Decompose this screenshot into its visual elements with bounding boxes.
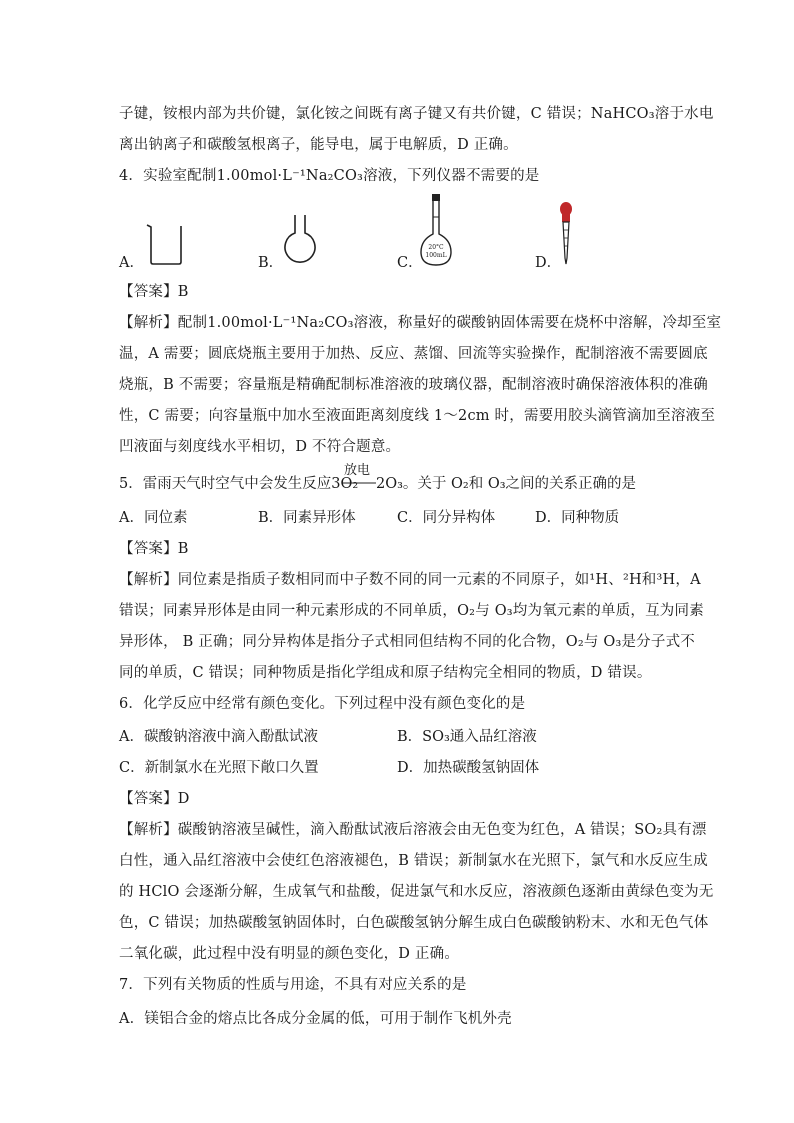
answer-line: 【答案】B	[119, 284, 189, 300]
analysis-line: 白性，通入品红溶液中会使红色溶液褪色，B 错误；新制氯水在光照下，氯气和水反应生成	[119, 853, 708, 869]
text-line: 离出钠离子和碳酸氢根离子，能导电，属于电解质，D 正确。	[119, 137, 518, 153]
option-d-label: D．	[535, 255, 562, 271]
analysis-line: 性，C 需要；向容量瓶中加水至液面距离刻度线 1～2cm 时，需要用胶头滴管滴加至溶液至	[119, 408, 716, 424]
q5-option-c: C．同分异构体	[397, 510, 496, 526]
q6-option-d: D．加热碳酸氢钠固体	[397, 760, 540, 776]
answer-line: 【答案】D	[119, 791, 190, 807]
q5-option-d: D．同种物质	[535, 510, 620, 526]
option-a-label: A．	[119, 255, 144, 271]
reaction-arrow	[342, 481, 376, 485]
analysis-line: 二氧化碳，此过程中没有明显的颜色变化，D 正确。	[119, 946, 460, 962]
analysis-line: 【解析】配制1.00mol·L⁻¹Na₂CO₃溶液，称量好的碳酸钠固体需要在烧杯中溶解，冷却至室	[119, 315, 722, 331]
q7-option-a: A．镁铝合金的熔点比各成分金属的低，可用于制作飞机外壳	[119, 1011, 512, 1027]
q6-option-c: C．新制氯水在光照下敞口久置	[119, 760, 319, 776]
analysis-line: 色，C 错误；加热碳酸氢钠固体时，白色碳酸氢钠分解生成白色碳酸钠粉末、水和无色气体	[119, 915, 709, 931]
analysis-line: 的 HClO 会逐渐分解，生成氧气和盐酸，促进氯气和水反应，溶液颜色逐渐由黄绿色变为无	[119, 884, 714, 900]
question-4-stem: 4．实验室配制1.00mol·L⁻¹Na₂CO₃溶液，下列仪器不需要的是	[119, 168, 540, 184]
analysis-line: 错误；同素异形体是由同一种元素形成的不同单质，O₂与 O₃均为氧元素的单质，互为同素	[119, 603, 704, 619]
flask-text: 20°C	[428, 244, 444, 251]
question-5-stem-end: 2O₃。关于 O₂和 O₃之间的关系正确的是	[376, 476, 637, 492]
analysis-line: 温，A 需要；圆底烧瓶主要用于加热、反应、蒸馏、回流等实验操作，配制溶液不需要圆底	[119, 346, 708, 362]
analysis-line: 【解析】碳酸钠溶液呈碱性，滴入酚酞试液后溶液会由无色变为红色，A 错误；SO₂具有漂	[119, 822, 707, 838]
reaction-condition: 放电	[344, 463, 371, 478]
option-b-label: B．	[258, 255, 284, 271]
analysis-line: 【解析】同位素是指质子数相同而中子数不同的同一元素的不同原子，如¹H、²H和³H，A	[119, 572, 701, 588]
q6-option-b: B．SO₃通入品红溶液	[397, 729, 537, 745]
option-c-label: C．	[397, 255, 423, 271]
volumetric-flask-icon	[418, 192, 454, 268]
analysis-line: 烧瓶，B 不需要；容量瓶是精确配制标准溶液的玻璃仪器，配制溶液时确保溶液体积的准确	[119, 377, 708, 393]
analysis-line: 异形体， B 正确；同分异构体是指分子式相同但结构不同的化合物，O₂与 O₃是分子式不	[119, 634, 695, 650]
analysis-line: 凹液面与刻度线水平相切，D 不符合题意。	[119, 439, 401, 455]
q5-option-b: B．同素异形体	[258, 510, 356, 526]
dropper-icon	[556, 200, 576, 266]
question-7-stem: 7．下列有关物质的性质与用途，不具有对应关系的是	[119, 977, 467, 993]
question-5-stem-start: 5．雷雨天气时空气中会发生反应3O₂	[119, 476, 359, 492]
answer-line: 【答案】B	[119, 541, 189, 557]
flask-text: 100mL	[425, 252, 447, 259]
q6-option-a: A．碳酸钠溶液中滴入酚酞试液	[119, 729, 318, 745]
question-6-stem: 6．化学反应中经常有颜色变化。下列过程中没有颜色变化的是	[119, 696, 526, 712]
beaker-icon	[144, 222, 188, 266]
text-line: 子键，铵根内部为共价键，氯化铵之间既有离子键又有共价键，C 错误；NaHCO₃溶于水电	[119, 106, 714, 122]
analysis-line: 同的单质，C 错误；同种物质是指化学组成和原子结构完全相同的物质，D 错误。	[119, 665, 652, 681]
q5-option-a: A．同位素	[119, 510, 188, 526]
round-bottom-flask-icon	[280, 213, 320, 265]
